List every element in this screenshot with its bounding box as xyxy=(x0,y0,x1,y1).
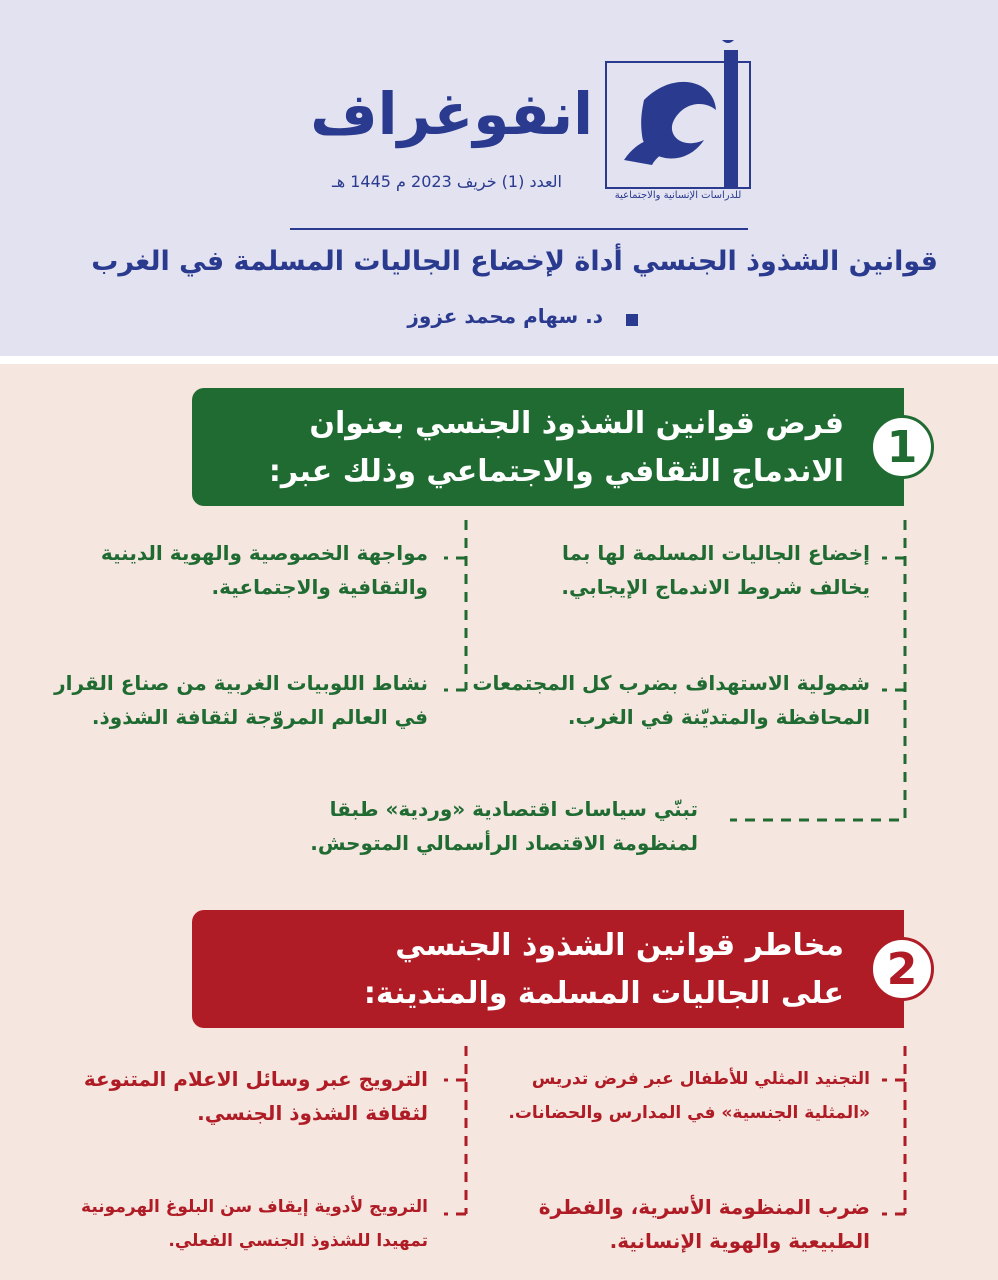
item-line: الترويج عبر وسائل الاعلام المتنوعة xyxy=(83,1067,428,1091)
item-line: ضرب المنظومة الأسرية، والفطرة xyxy=(538,1195,870,1219)
item-line: لمنظومة الاقتصاد الرأسمالي المتوحش. xyxy=(310,831,698,855)
section2-heading xyxy=(364,922,844,1018)
item-line: شمولية الاستهداف بضرب كل المجتمعات xyxy=(472,671,870,695)
brand-title: انفوغراف xyxy=(310,80,593,148)
section1-number-badge: 1 xyxy=(870,415,934,479)
item-line: الترويج لأدوية إيقاف سن البلوغ الهرمونية xyxy=(81,1197,428,1217)
section1-right-item-3 xyxy=(310,792,698,860)
issue-info: العدد (1) خريف 2023 م 1445 هـ xyxy=(332,172,562,191)
item-line: إخضاع الجاليات المسلمة لها بما xyxy=(561,541,870,565)
item-line: تمهيدا للشذوذ الجنسي الفعلي. xyxy=(168,1231,428,1251)
section1-left-item-1 xyxy=(101,536,428,604)
section2-heading-line1: مخاطر قوانين الشذوذ الجنسي xyxy=(395,928,844,963)
section2-banner xyxy=(192,910,904,1028)
item-line: نشاط اللوبيات الغربية من صناع القرار xyxy=(54,671,428,695)
section1-heading-line2: الاندماج الثقافي والاجتماعي وذلك عبر: xyxy=(268,454,844,489)
item-line: لثقافة الشذوذ الجنسي. xyxy=(197,1101,428,1125)
item-line: في العالم المروّجة لثقافة الشذوذ. xyxy=(91,705,428,729)
item-line: التجنيد المثلي للأطفال عبر فرض تدريس xyxy=(531,1069,870,1089)
section1-left-item-2 xyxy=(54,666,428,734)
section1-heading-line1: فرض قوانين الشذوذ الجنسي بعنوان xyxy=(309,406,844,441)
item-line: يخالف شروط الاندماج الإيجابي. xyxy=(561,575,870,599)
section1-right-item-2 xyxy=(472,666,870,734)
item-line: والثقافية والاجتماعية. xyxy=(211,575,428,599)
item-line: المحافظة والمتديّنة في الغرب. xyxy=(567,705,870,729)
section1-right-item-1 xyxy=(561,536,870,604)
section2-number-badge: 2 xyxy=(870,937,934,1001)
section2-left-item-2 xyxy=(81,1190,428,1258)
author-name: د. سهام محمد عزوز xyxy=(407,304,603,328)
item-line: تبنّي سياسات اقتصادية «وردية» طبقا xyxy=(329,797,698,821)
item-line: الطبيعية والهوية الإنسانية. xyxy=(609,1229,870,1253)
item-line: «المثلية الجنسية» في المدارس والحضانات. xyxy=(508,1103,870,1123)
page-title: قوانين الشذوذ الجنسي أداة لإخضاع الجاليات المسلمة في الغرب xyxy=(91,246,938,277)
item-line: مواجهة الخصوصية والهوية الدينية xyxy=(100,541,428,565)
section2-left-item-1 xyxy=(84,1062,428,1130)
section2-right-item-1 xyxy=(508,1062,870,1130)
section2-heading-line2: على الجاليات المسلمة والمتدينة: xyxy=(363,976,844,1011)
logo-subtitle: للدراسات الإنسانية والاجتماعية xyxy=(614,190,742,201)
section2-right-item-2 xyxy=(539,1190,870,1258)
